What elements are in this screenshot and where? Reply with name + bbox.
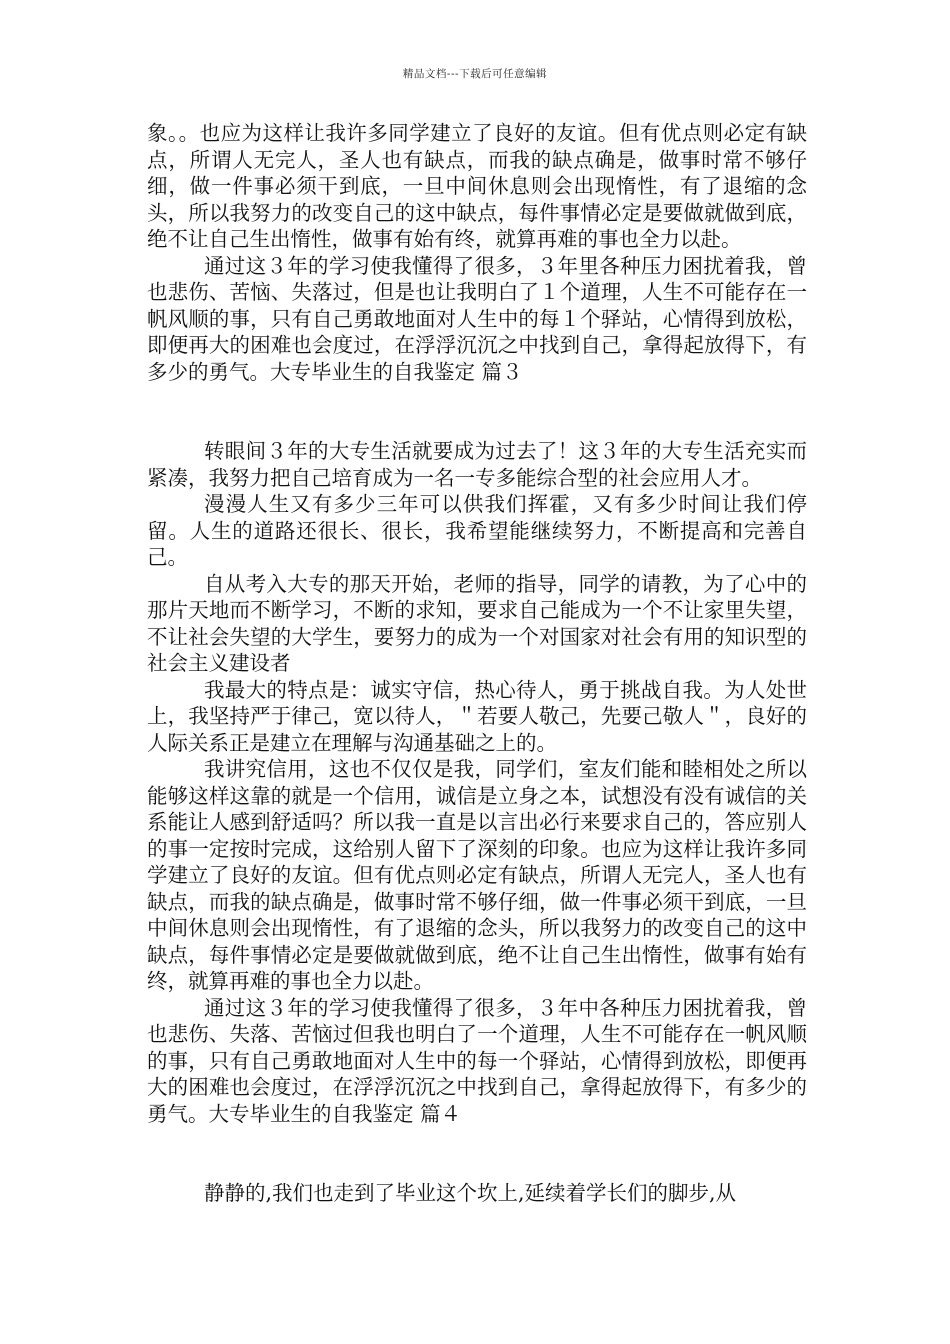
paragraph: 我讲究信用，这也不仅仅是我，同学们，室友们能和睦相处之所以能够这样这靠的就是一个信用，诚信是立身之本，试想没有没有诚信的关系能让人感到舒适吗？所以我一直是以言出必行来要求自己的，答应别人的事一定按时完成，这给别人留下了深刻的印象。也应为这样让我许多同学建立了良好的友谊。但有优点则必定有缺点，所谓人无完人，圣人也有缺点，而我的缺点确是，做事时常不够仔细，做一件事必须干到底，一旦中间休息则会出现惰性，有了退缩的念头，所以我努力的改变自己的这中缺点，每件事情必定是要做就做到底，绝不让自己生出惰性，做事有始有终，就算再难的事也全力以赴。 [147, 757, 807, 993]
page-header: 精品文档---下载后可任意编辑 [402, 68, 548, 80]
paragraph: 通过这３年的学习使我懂得了很多，３年里各种压力困扰着我，曾也悲伤、苦恼、失落过，但是也让我明白了１个道理，人生不可能存在一帆风顺的事，只有自己勇敢地面对人生中的每１个驿站，心情得到放松，即便再大的困难也会度过，在浮浮沉沉之中找到自己，拿得起放得下，有多少的勇气。大专毕业生的自我鉴定 篇３ [147, 253, 807, 384]
paragraph: 转眼间３年的大专生活就要成为过去了！这３年的大专生活充实而紧凑，我努力把自己培育成为一名一专多能综合型的社会应用人才。 [147, 439, 807, 490]
document-body [147, 120, 807, 1207]
paragraph-gap [147, 1127, 807, 1180]
paragraph: 象。。也应为这样让我许多同学建立了良好的友谊。但有优点则必定有缺点，所谓人无完人，圣人也有缺点，而我的缺点确是，做事时常不够仔细，做一件事必须干到底，一旦中间休息则会出现惰性，有了退缩的念头，所以我努力的改变自己的这中缺点，每件事情必定是要做就做到底，绝不让自己生出惰性，做事有始有终，就算再难的事也全力以赴。 [147, 121, 807, 251]
paragraph: 自从考入大专的那天开始，老师的指导，同学的请教，为了心中的那片天地而不断学习，不断的求知，要求自己能成为一个不让家里失望，不让社会失望的大学生，要努力的成为一个对国家对社会有用的知识型的社会主义建设者 [147, 571, 807, 675]
paragraph: 静静的,我们也走到了毕业这个坎上,延续着学长们的脚步,从 [204, 1181, 737, 1205]
paragraph: 我最大的特点是：诚实守信，热心待人，勇于挑战自我。为人处世上，我坚持严于律己，宽以待人，＂若要人敬己，先要己敬人＂，良好的人际关系正是建立在理解与沟通基础之上的。 [147, 677, 807, 755]
paragraph-gap [147, 385, 807, 438]
paragraph: 通过这３年的学习使我懂得了很多，３年中各种压力困扰着我，曾也悲伤、失落、苦恼过但我也明白了一个道理，人生不可能存在一帆风顺的事，只有自己勇敢地面对人生中的每一个驿站，心情得到放松，即便再大的困难也会度过，在浮浮沉沉之中找到自己，拿得起放得下，有多少的勇气。大专毕业生的自我鉴定 篇４ [147, 995, 807, 1126]
paragraph: 漫漫人生又有多少三年可以供我们挥霍，又有多少时间让我们停留。人生的道路还很长、很长，我希望能继续努力，不断提高和完善自己。 [147, 492, 807, 569]
